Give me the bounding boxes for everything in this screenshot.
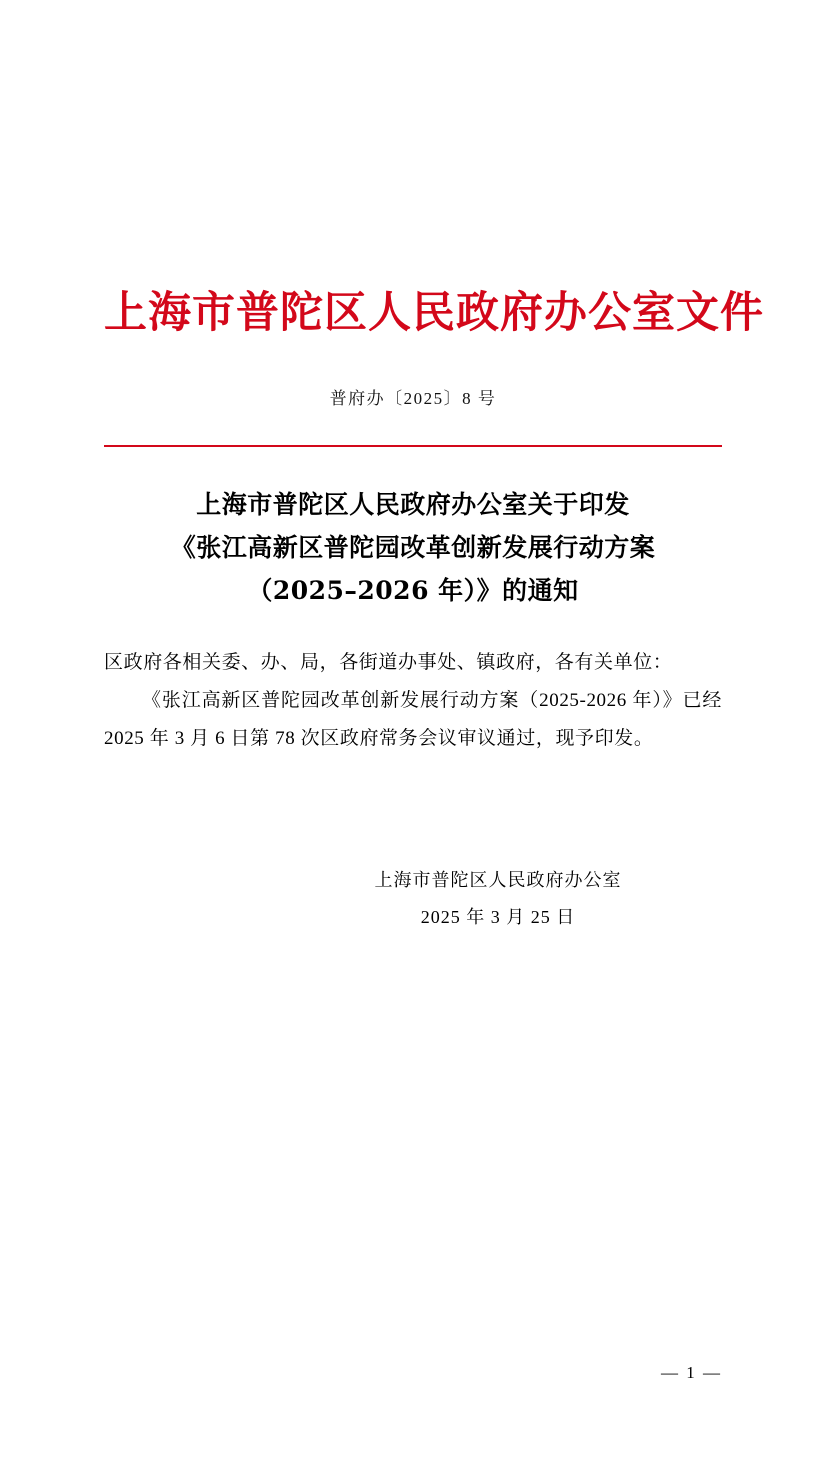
document-number: 普府办〔2025〕8 号: [329, 388, 497, 408]
page-number: — 1 —: [661, 1363, 722, 1382]
document-title-line-2: 《张江高新区普陀园改革创新发展行动方案: [170, 532, 656, 562]
red-divider-rule: [104, 445, 722, 447]
document-title: [104, 483, 722, 612]
body-paragraph-main: 《张江高新区普陀园改革创新发展行动方案（2025-2026 年）》已经 2025 年 3 月 6 日第 78 次区政府常务会议审议通过，现予印发。: [104, 689, 722, 749]
document-body: [104, 644, 722, 758]
body-paragraph-salutation: 区政府各相关委、办、局，各街道办事处、镇政府，各有关单位：: [104, 651, 673, 673]
signature-organization: 上海市普陀区人民政府办公室: [374, 869, 622, 890]
document-masthead-title: 上海市普陀区人民政府办公室文件: [104, 288, 764, 338]
document-title-line-3: （2025–2026 年）》的通知: [247, 575, 579, 605]
document-page: [0, 288, 826, 1457]
document-title-line-1: 上海市普陀区人民政府办公室关于印发: [196, 489, 630, 519]
signature-date: 2025 年 3 月 25 日: [420, 907, 576, 928]
document-signature: [104, 862, 722, 938]
